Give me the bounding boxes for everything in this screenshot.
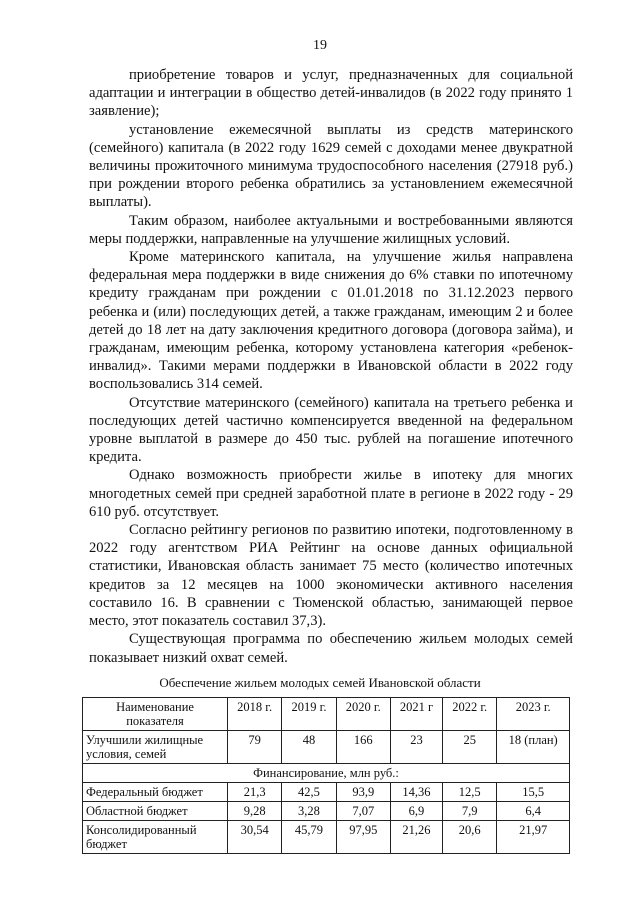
paragraph: установление ежемесячной выплаты из средств материнского (семейного) капитала (в 2022 году 1629 семей с доходами менее двукратной величины прожиточного минимума трудоспособного населения (27918 руб.) при рождении второго ребенка обратились за установлением ежемесячной выплаты). — [89, 121, 573, 211]
table-cell: 14,36 — [390, 783, 442, 802]
table-cell: 9,28 — [228, 802, 282, 821]
row-label: Консолидированный бюджет — [83, 821, 228, 854]
table-cell: 45,79 — [282, 821, 336, 854]
header-year: 2020 г. — [336, 698, 390, 731]
table-cell: 6,4 — [497, 802, 570, 821]
financing-header-row — [83, 764, 570, 783]
table-cell: 166 — [336, 731, 390, 764]
housing-table — [82, 697, 570, 854]
table-cell: 18 (план) — [497, 731, 570, 764]
paragraph: Отсутствие материнского (семейного) капитала на третьего ребенка и последующих детей частично компенсируется введенной на федеральном уровне выплатой в размере до 450 тыс. рублей на погашение ипотечного кредита. — [89, 394, 573, 466]
table-cell: 93,9 — [336, 783, 390, 802]
table-cell: 15,5 — [497, 783, 570, 802]
paragraph: Согласно рейтингу регионов по развитию ипотеки, подготовленному в 2022 году агентством РИА Рейтинг на основе данных официальной статистики, Ивановская область занимает 75 место (количество ипотечных кредитов за 12 месяцев на 1000 экономически активного населения составило 16. В сравнении с Тюменской областью, занимающей первое место, этот показатель составил 37,3). — [89, 522, 573, 630]
header-year: 2018 г. — [228, 698, 282, 731]
table-row — [83, 731, 570, 764]
table-title: Обеспечение жильем молодых семей Ивановской области — [159, 675, 481, 690]
row-label: Областной бюджет — [83, 802, 228, 821]
table-cell: 21,97 — [497, 821, 570, 854]
paragraph: Кроме материнского капитала, на улучшение жилья направлена федеральная мера поддержки в виде снижения до 6% ставки по ипотечному кредиту гражданам при рождении с 01.01.2018 по 31.12.2023 первого ребенка и (или) последующих детей, а также гражданам, имеющим 2 и более детей до 18 лет на дату заключения кредитного договора (договора займа), и гражданам, имеющим ребенка, которому установлена категория «ребенок-инвалид». Такими мерами поддержки в Ивановской области в 2022 году воспользовались 314 семей. — [89, 249, 573, 393]
table-row — [83, 821, 570, 854]
table-row — [83, 783, 570, 802]
table-cell: 12,5 — [443, 783, 497, 802]
table-header-row — [83, 698, 570, 731]
body-text — [89, 66, 573, 667]
table-cell: 21,3 — [228, 783, 282, 802]
header-label: Наименование показателя — [83, 698, 228, 731]
row-label: Улучшили жилищные условия, семей — [83, 731, 228, 764]
table-cell: 23 — [390, 731, 442, 764]
page-number: 19 — [313, 38, 327, 53]
table-cell: 6,9 — [390, 802, 442, 821]
table-cell: 7,07 — [336, 802, 390, 821]
table-cell: 79 — [228, 731, 282, 764]
table-row — [83, 802, 570, 821]
table-cell: 20,6 — [443, 821, 497, 854]
paragraph: Таким образом, наиболее актуальными и востребованными являются меры поддержки, направленные на улучшение жилищных условий. — [89, 212, 573, 247]
financing-header: Финансирование, млн руб.: — [83, 764, 570, 783]
paragraph: Существующая программа по обеспечению жильем молодых семей показывает низкий охват семей. — [89, 631, 573, 666]
table-cell: 30,54 — [228, 821, 282, 854]
table-cell: 3,28 — [282, 802, 336, 821]
header-year: 2019 г. — [282, 698, 336, 731]
header-year: 2023 г. — [497, 698, 570, 731]
table-cell: 25 — [443, 731, 497, 764]
header-year: 2021 г — [390, 698, 442, 731]
header-year: 2022 г. — [443, 698, 497, 731]
table-cell: 97,95 — [336, 821, 390, 854]
table-cell: 42,5 — [282, 783, 336, 802]
row-label: Федеральный бюджет — [83, 783, 228, 802]
paragraph: Однако возможность приобрести жилье в ипотеку для многих многодетных семей при средней заработной плате в регионе в 2022 году - 29 610 руб. отсутствует. — [89, 467, 573, 520]
table-cell: 48 — [282, 731, 336, 764]
paragraph: приобретение товаров и услуг, предназначенных для социальной адаптации и интеграции в общество детей-инвалидов (в 2022 году принято 1 заявление); — [89, 67, 573, 120]
table-cell: 7,9 — [443, 802, 497, 821]
table-cell: 21,26 — [390, 821, 442, 854]
